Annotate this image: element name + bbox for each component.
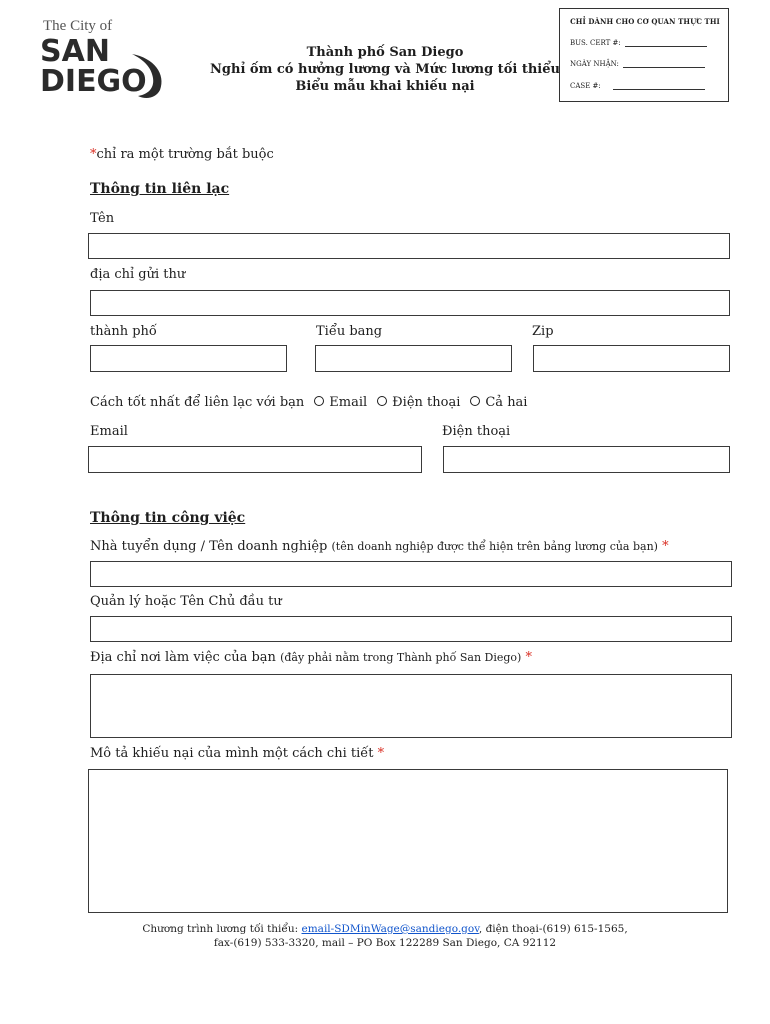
phone-label: Điện thoại [442,424,511,439]
radio-both-circle-icon[interactable] [470,396,480,406]
work-address-label-text: Địa chỉ nơi làm việc của bạn [90,650,276,665]
state-label: Tiểu bang [316,324,383,339]
required-note [90,147,274,162]
case-blank[interactable] [613,88,705,90]
bus-cert-line [570,39,707,47]
contact-heading: Thông tin liên lạc [90,181,230,197]
zip-field[interactable] [533,345,730,372]
name-field[interactable] [88,233,730,259]
radio-phone-circle-icon[interactable] [377,396,387,406]
required-note-text: chỉ ra một trường bắt buộc [96,147,274,162]
date-received-line [570,60,705,68]
bus-cert-blank[interactable] [625,45,707,47]
zip-label: Zip [532,324,554,339]
logo-diego: DIEGO [40,64,147,99]
contact-preference [90,395,527,410]
bus-cert-label: BUS. CERT #: [570,39,621,47]
required-asterisk: * [90,147,97,162]
state-field[interactable] [315,345,512,372]
office-use-box [559,8,729,102]
contact-preference-label: Cách tốt nhất để liên lạc với bạn [90,395,305,410]
email-label: Email [90,424,128,439]
mailing-address-field[interactable] [90,290,730,316]
radio-phone[interactable] [377,395,460,410]
employer-label-text: Nhà tuyển dụng / Tên doanh nghiệp [90,539,328,554]
radio-both[interactable] [470,395,527,410]
description-label-text: Mô tả khiếu nại của mình một cách chi tiết [90,746,374,761]
email-field[interactable] [88,446,422,473]
date-received-blank[interactable] [623,66,705,68]
radio-email-label: Email [329,395,368,410]
city-label: thành phố [90,324,157,339]
radio-phone-label: Điện thoại [392,395,461,410]
footer-line-2: fax-(619) 533-3320, mail – PO Box 122289 San Diego, CA 92112 [213,937,557,949]
employer-note: (tên doanh nghiệp được thể hiện trên bảng lương của bạn) [331,540,658,553]
case-line [570,82,705,90]
city-field[interactable] [90,345,287,372]
manager-label: Quản lý hoặc Tên Chủ đầu tư [90,594,282,609]
radio-email[interactable] [314,395,367,410]
title-line-3: Biểu mẫu khai khiếu nại [295,79,475,94]
work-heading: Thông tin công việc [90,510,246,526]
phone-field[interactable] [443,446,730,473]
logo-san: SAN [40,34,110,69]
title-line-1: Thành phố San Diego [306,45,464,60]
mailing-address-label: địa chỉ gửi thư [90,267,186,282]
footer-line-1 [60,922,710,936]
title-line-2: Nghỉ ốm có hưởng lương và Mức lương tối thiểu [210,62,560,77]
manager-field[interactable] [90,616,732,642]
city-logo-swoosh-icon [128,50,168,104]
work-address-note: (đây phải nằm trong Thành phố San Diego) [280,651,522,664]
radio-both-label: Cả hai [485,395,528,410]
employer-required-asterisk: * [662,539,669,554]
employer-field[interactable] [90,561,732,587]
name-label: Tên [90,211,115,226]
case-label: CASE #: [570,82,601,90]
work-address-required-asterisk: * [525,650,532,665]
office-use-title: CHỈ DÀNH CHO CƠ QUAN THỰC THI [570,17,720,26]
description-required-asterisk: * [377,746,385,761]
work-address-label [90,650,532,665]
date-received-label: NGÀY NHẬN: [570,60,619,68]
employer-label [90,539,669,554]
description-label [90,746,384,761]
footer-prefix: Chương trình lương tối thiểu: [142,923,302,935]
description-field[interactable] [88,769,728,913]
footer-email-link[interactable]: email-SDMinWage@sandiego.gov [301,923,479,935]
footer-suffix: , điện thoại-(619) 615-1565, [478,923,628,935]
work-address-field[interactable] [90,674,732,738]
logo-city-of: The City of [43,18,113,34]
radio-email-circle-icon[interactable] [314,396,324,406]
